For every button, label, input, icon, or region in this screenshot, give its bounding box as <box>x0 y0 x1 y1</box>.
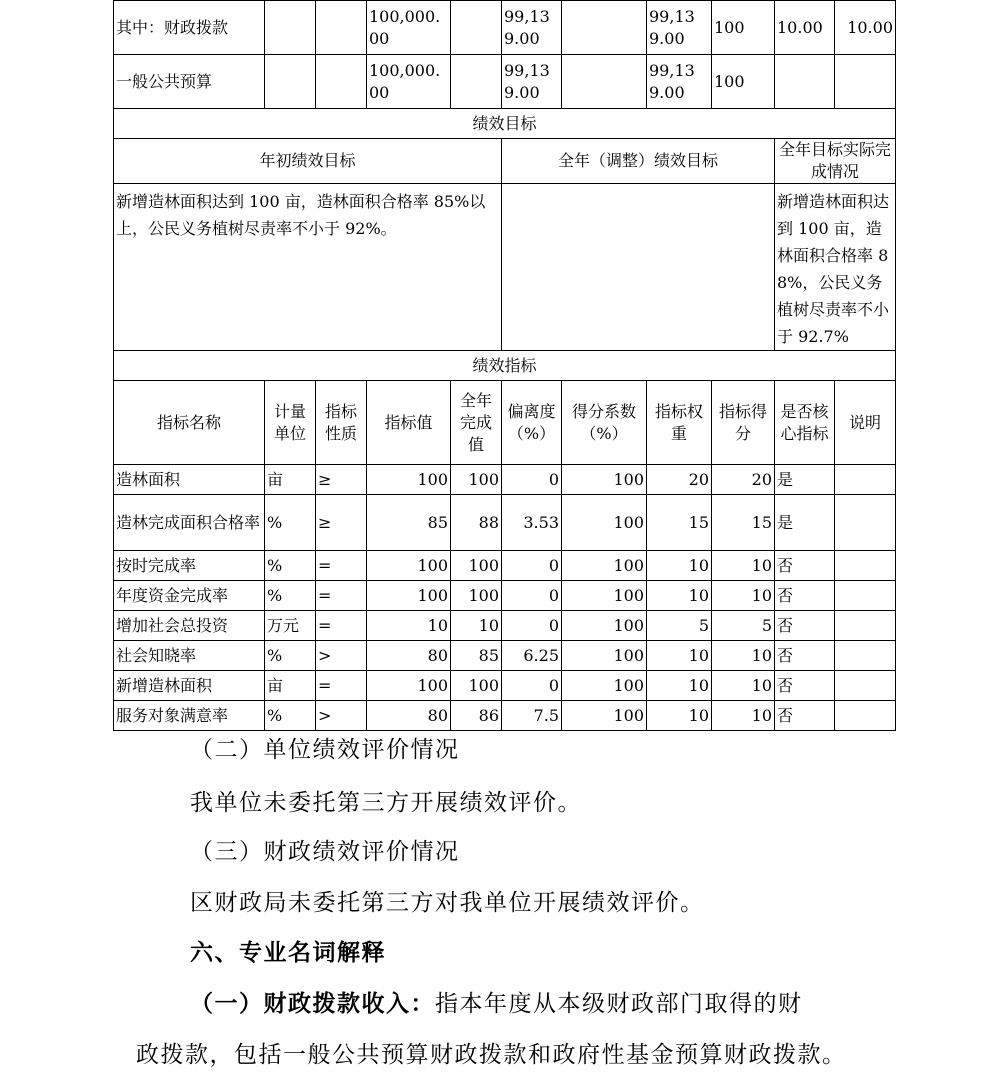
fund-score: 10.00 <box>835 1 896 55</box>
indicator-unit: % <box>265 581 316 611</box>
indicator-coef: 100 <box>562 581 647 611</box>
header-cell: 是否核心指标 <box>775 381 835 465</box>
fund-adjusted: 99,139.00 <box>502 1 562 55</box>
fund-rate <box>775 55 835 109</box>
indicator-deviation: 0 <box>502 551 562 581</box>
header-cell: 全年完成值 <box>451 381 502 465</box>
indicator-score: 10 <box>712 701 775 731</box>
goals-col-adjusted: 全年（调整）绩效目标 <box>502 139 775 184</box>
indicator-core: 否 <box>775 611 835 641</box>
table-row <box>114 581 896 611</box>
fund-adjusted: 99,139.00 <box>502 55 562 109</box>
indicator-nature: = <box>316 551 367 581</box>
indicator-name: 年度资金完成率 <box>114 581 265 611</box>
header-cell: 偏离度（%） <box>502 381 562 465</box>
goals-section-title: 绩效目标 <box>114 109 896 139</box>
header-cell: 计量单位 <box>265 381 316 465</box>
indicator-actual: 10 <box>451 611 502 641</box>
header-cell: 指标值 <box>367 381 451 465</box>
indicator-weight: 10 <box>647 551 712 581</box>
indicator-weight: 10 <box>647 671 712 701</box>
indicator-deviation: 0 <box>502 581 562 611</box>
goals-initial-text: 新增造林面积达到 100 亩，造林面积合格率 85%以上，公民义务植树尽责率不小于 92%。 <box>114 184 502 351</box>
indicator-target: 100 <box>367 465 451 495</box>
indicator-coef: 100 <box>562 611 647 641</box>
table-row <box>114 55 896 109</box>
goals-col-actual: 全年目标实际完成情况 <box>775 139 896 184</box>
indicator-unit: 亩 <box>265 671 316 701</box>
indicator-core: 否 <box>775 701 835 731</box>
indicator-deviation: 0 <box>502 465 562 495</box>
indicator-unit: % <box>265 495 316 551</box>
term1-continuation: 政拨款，包括一般公共预算财政拨款和政府性基金预算财政拨款。 <box>136 1042 847 1068</box>
indicator-weight: 20 <box>647 465 712 495</box>
paragraph-unit-evaluation: 我单位未委托第三方开展绩效评价。 <box>190 790 582 816</box>
table-row <box>114 671 896 701</box>
indicator-note <box>835 611 896 641</box>
fund-executed: 99,139.00 <box>647 1 712 55</box>
term1-text: 指本年度从本级财政部门取得的财 <box>435 991 803 1017</box>
indicator-actual: 100 <box>451 581 502 611</box>
indicator-note <box>835 641 896 671</box>
indicator-core: 否 <box>775 671 835 701</box>
fund-rate: 10.00 <box>775 1 835 55</box>
indicator-nature: = <box>316 671 367 701</box>
indicator-note <box>835 671 896 701</box>
indicator-coef: 100 <box>562 495 647 551</box>
indicator-coef: 100 <box>562 671 647 701</box>
indicator-actual: 100 <box>451 671 502 701</box>
header-cell: 指标性质 <box>316 381 367 465</box>
indicator-nature: > <box>316 641 367 671</box>
indicator-weight: 15 <box>647 495 712 551</box>
indicator-target: 80 <box>367 641 451 671</box>
indicator-core: 是 <box>775 465 835 495</box>
term1-label: （一）财政拨款收入： <box>190 990 435 1017</box>
header-cell: 指标权重 <box>647 381 712 465</box>
indicator-score: 10 <box>712 581 775 611</box>
indicator-actual: 100 <box>451 465 502 495</box>
indicator-note <box>835 465 896 495</box>
header-cell: 指标名称 <box>114 381 265 465</box>
indicator-name: 按时完成率 <box>114 551 265 581</box>
indicator-core: 否 <box>775 551 835 581</box>
indicator-actual: 86 <box>451 701 502 731</box>
indicator-name: 社会知晓率 <box>114 641 265 671</box>
indicator-target: 85 <box>367 495 451 551</box>
indicator-unit: % <box>265 701 316 731</box>
indicator-name: 造林完成面积合格率 <box>114 495 265 551</box>
indicator-target: 100 <box>367 551 451 581</box>
indicator-score: 5 <box>712 611 775 641</box>
indicator-weight: 10 <box>647 701 712 731</box>
indicator-core: 是 <box>775 495 835 551</box>
table-row <box>114 701 896 731</box>
heading-finance-evaluation: （三）财政绩效评价情况 <box>190 839 460 865</box>
indicator-note <box>835 701 896 731</box>
indicator-target: 10 <box>367 611 451 641</box>
indicator-actual: 88 <box>451 495 502 551</box>
indicator-core: 否 <box>775 641 835 671</box>
table-row <box>114 495 896 551</box>
fund-executed: 99,139.00 <box>647 55 712 109</box>
indicator-deviation: 0 <box>502 671 562 701</box>
indicator-deviation: 0 <box>502 611 562 641</box>
indicator-nature: = <box>316 581 367 611</box>
table-row <box>114 1 896 55</box>
indicator-core: 否 <box>775 581 835 611</box>
indicator-nature: ≥ <box>316 465 367 495</box>
indicator-note <box>835 495 896 551</box>
fund-weight: 100 <box>712 55 775 109</box>
indicator-note <box>835 581 896 611</box>
indicator-deviation: 7.5 <box>502 701 562 731</box>
goals-adjusted-text <box>502 184 775 351</box>
fund-label: 其中：财政拨款 <box>114 1 265 55</box>
indicator-score: 10 <box>712 641 775 671</box>
indicator-coef: 100 <box>562 701 647 731</box>
indicator-deviation: 3.53 <box>502 495 562 551</box>
header-cell: 说明 <box>835 381 896 465</box>
indicator-weight: 5 <box>647 611 712 641</box>
indicator-target: 100 <box>367 671 451 701</box>
table-row <box>114 551 896 581</box>
indicator-name: 新增造林面积 <box>114 671 265 701</box>
table-header-row <box>114 381 896 465</box>
indicator-target: 80 <box>367 701 451 731</box>
indicator-unit: % <box>265 641 316 671</box>
performance-table <box>113 0 896 731</box>
table-row <box>114 109 896 139</box>
fund-weight: 100 <box>712 1 775 55</box>
indicator-score: 10 <box>712 551 775 581</box>
indicator-actual: 85 <box>451 641 502 671</box>
indicator-unit: % <box>265 551 316 581</box>
indicator-score: 15 <box>712 495 775 551</box>
indicator-unit: 亩 <box>265 465 316 495</box>
indicators-section-title: 绩效指标 <box>114 351 896 381</box>
indicator-target: 100 <box>367 581 451 611</box>
header-cell: 得分系数（%） <box>562 381 647 465</box>
table-row <box>114 184 896 351</box>
heading-unit-evaluation: （二）单位绩效评价情况 <box>190 737 460 763</box>
fund-score <box>835 55 896 109</box>
indicator-actual: 100 <box>451 551 502 581</box>
table-row <box>114 641 896 671</box>
indicator-name: 服务对象满意率 <box>114 701 265 731</box>
table-row <box>114 611 896 641</box>
paragraph-finance-evaluation: 区财政局未委托第三方对我单位开展绩效评价。 <box>190 890 705 916</box>
header-cell: 指标得分 <box>712 381 775 465</box>
table-row <box>114 351 896 381</box>
indicator-weight: 10 <box>647 581 712 611</box>
indicator-score: 20 <box>712 465 775 495</box>
indicator-score: 10 <box>712 671 775 701</box>
fund-budget: 100,000.00 <box>367 1 451 55</box>
indicator-coef: 100 <box>562 551 647 581</box>
indicator-note <box>835 551 896 581</box>
goals-actual-text: 新增造林面积达到 100 亩，造林面积合格率 88%，公民义务植树尽责率不小于 92.7% <box>775 184 896 351</box>
indicator-unit: 万元 <box>265 611 316 641</box>
heading-terms: 六、专业名词解释 <box>190 939 386 966</box>
indicator-weight: 10 <box>647 641 712 671</box>
indicator-deviation: 6.25 <box>502 641 562 671</box>
term1-line <box>190 985 803 1018</box>
indicator-nature: ≥ <box>316 495 367 551</box>
indicator-nature: = <box>316 611 367 641</box>
indicator-coef: 100 <box>562 465 647 495</box>
indicator-name: 增加社会总投资 <box>114 611 265 641</box>
fund-budget: 100,000.00 <box>367 55 451 109</box>
table-row <box>114 465 896 495</box>
fund-label: 一般公共预算 <box>114 55 265 109</box>
indicator-coef: 100 <box>562 641 647 671</box>
indicator-nature: > <box>316 701 367 731</box>
table-row <box>114 139 896 184</box>
goals-col-initial: 年初绩效目标 <box>114 139 502 184</box>
indicator-name: 造林面积 <box>114 465 265 495</box>
